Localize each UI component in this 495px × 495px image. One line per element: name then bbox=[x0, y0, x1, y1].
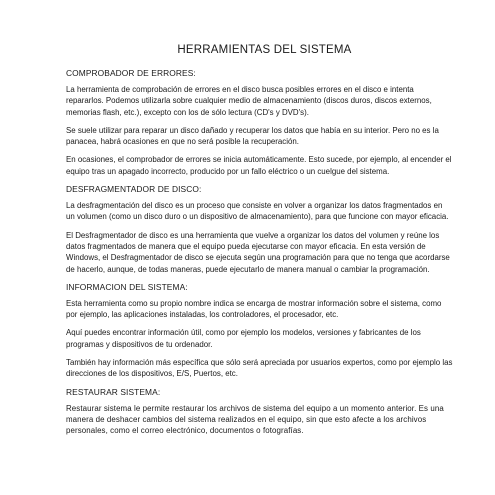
document-title: HERRAMIENTAS DEL SISTEMA bbox=[177, 44, 352, 56]
section-desfragmentador bbox=[66, 184, 453, 275]
section-comprobador bbox=[66, 68, 453, 177]
paragraph: También hay información más específica que sólo será apreciada por usuarios expertos, como por ejemplo las direcciones de los dispositivos, E/S, Puertos, etc. bbox=[66, 358, 453, 379]
section-informacion bbox=[66, 282, 453, 380]
paragraph: Aquí puedes encontrar información útil, como por ejemplo los modelos, versiones y fabricantes de los programas y dispositivos de tu ordenador. bbox=[66, 328, 421, 349]
paragraph: Se suele utilizar para reparar un disco dañado y recuperar los datos que había en su interior. Pero no es la panacea, habrá ocasiones en que no será posible la recuperación. bbox=[66, 125, 439, 147]
section-heading: RESTAURAR SISTEMA: bbox=[66, 386, 161, 397]
section-restaurar bbox=[66, 387, 453, 437]
paragraph: En ocasiones, el comprobador de errores se inicia automáticamente. Esto sucede, por ejemplo, al encender el equipo tras un apagado incorrecto, producido por un fallo eléctrico o un cuelgue del sistema. bbox=[66, 155, 452, 176]
paragraph: Esta herramienta como su propio nombre indica se encarga de mostrar información sobre el sistema, como por ejemplo, las aplicaciones instaladas, los controladores, el procesador, etc. bbox=[66, 298, 442, 320]
paragraph: Restaurar sistema le permite restaurar los archivos de sistema del equipo a un momento anterior. Es una manera de deshacer cambios del sistema realizados en el equipo, sin que esto afecte a los archivos personales, como el correo electrónico, documentos o fotografías. bbox=[66, 403, 444, 436]
section-heading: INFORMACION DEL SISTEMA: bbox=[66, 281, 188, 292]
section-heading: DESFRAGMENTADOR DE DISCO: bbox=[66, 184, 202, 195]
section-heading: COMPROBADOR DE ERRORES: bbox=[66, 68, 196, 78]
paragraph: La desfragmentación del disco es un proceso que consiste en volver a organizar los datos fragmentados en un volumen (como un disco duro o un dispositivo de almacenamiento), para que funcione con mayor eficacia. bbox=[66, 201, 449, 222]
paragraph: La herramienta de comprobación de errores en el disco busca posibles errores en el disco e intenta repararlos. Podemos utilizarla sobre cualquier medio de almacenamiento (discos duros, discos externos, memorias flash, etc.), excepto con los de sólo lectura (CD's y DVD's). bbox=[66, 85, 432, 117]
paragraph: El Desfragmentador de disco es una herramienta que vuelve a organizar los datos del volumen y reúne los datos fragmentados de manera que el equipo pueda ejecutarse con mayor eficacia. En esta versión de Windows, el Desfragmentador de disco se ejecuta según una programación para que no tenga que acordarse de hacerlo, aunque, de todas maneras, puede ejecutarlo de manera manual o cambiar la programación. bbox=[66, 230, 450, 274]
